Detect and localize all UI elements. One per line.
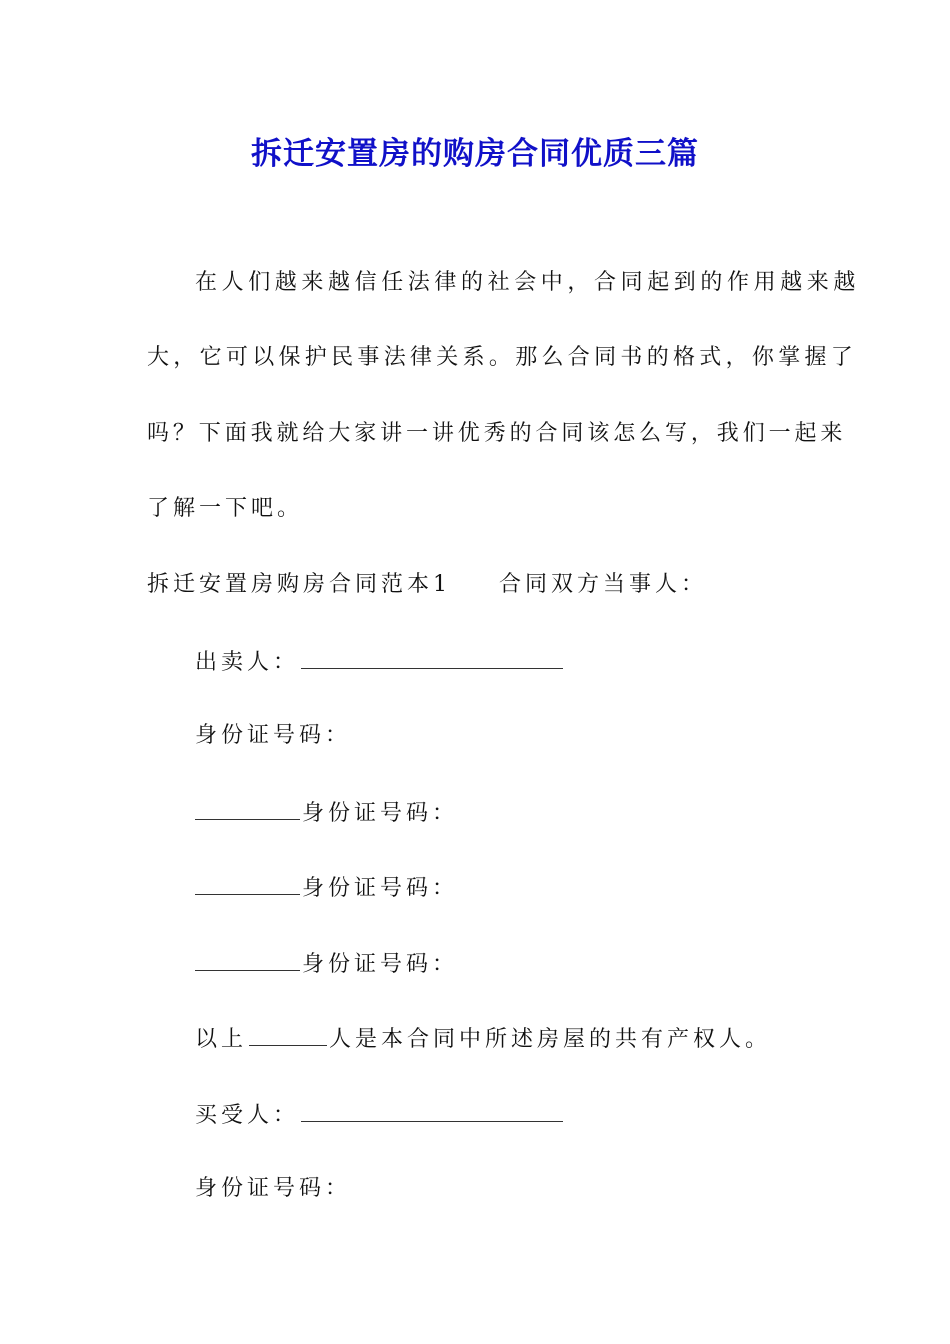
sample-heading: 拆迁安置房购房合同范本1 xyxy=(147,572,451,597)
document-title: 拆迁安置房的购房合同优质三篇 xyxy=(251,136,699,172)
seller-blank[interactable] xyxy=(301,646,563,669)
buyer-label: 买受人： xyxy=(195,1103,300,1128)
seller-id-row xyxy=(195,721,351,751)
buyer-blank[interactable] xyxy=(301,1099,563,1122)
co-owner-id-label-1: 身份证号码： xyxy=(302,801,459,826)
sample-heading-row xyxy=(147,570,707,600)
co-owner-blank-2[interactable] xyxy=(195,872,300,895)
intro-line-3: 吗？下面我就给大家讲一讲优秀的合同该怎么写，我们一起来 xyxy=(147,421,847,446)
co-owner-id-row-3 xyxy=(193,948,458,980)
co-owner-id-row-1 xyxy=(193,797,458,829)
co-owner-suffix: 人是本合同中所述房屋的共有产权人。 xyxy=(329,1027,772,1052)
co-owner-id-label-3: 身份证号码： xyxy=(302,952,459,977)
co-owner-id-label-2: 身份证号码： xyxy=(302,876,459,901)
co-owner-blank-1[interactable] xyxy=(195,797,300,820)
intro-line-1: 在人们越来越信任法律的社会中，合同起到的作用越来越 xyxy=(195,270,861,295)
co-owner-prefix: 以上 xyxy=(195,1027,248,1052)
co-owner-id-row-2 xyxy=(193,872,458,904)
buyer-row xyxy=(195,1099,565,1131)
co-owner-count-blank[interactable] xyxy=(249,1023,327,1046)
buyer-id-label: 身份证号码： xyxy=(195,1176,352,1201)
seller-label: 出卖人： xyxy=(195,650,300,675)
co-owner-statement-row xyxy=(195,1023,771,1055)
seller-id-label: 身份证号码： xyxy=(195,723,352,748)
parties-label: 合同双方当事人： xyxy=(499,572,708,597)
co-owner-blank-3[interactable] xyxy=(195,948,300,971)
intro-line-4: 了解一下吧。 xyxy=(147,496,304,521)
seller-row xyxy=(195,646,565,678)
intro-line-2: 大，它可以保护民事法律关系。那么合同书的格式，你掌握了 xyxy=(147,345,858,370)
buyer-id-row xyxy=(195,1174,351,1204)
